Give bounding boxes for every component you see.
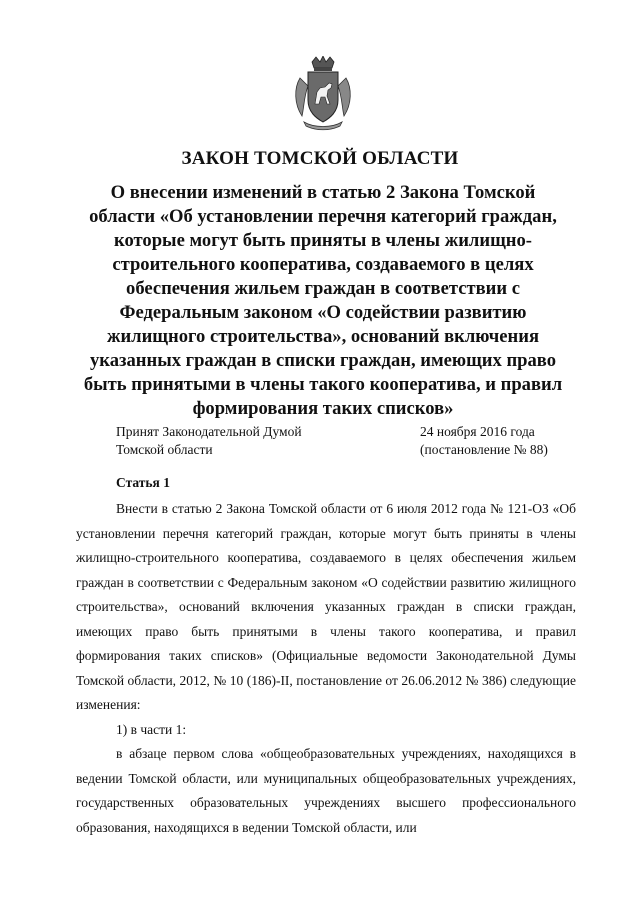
- article-body: [76, 497, 576, 840]
- paragraph: Внести в статью 2 Закона Томской области от 6 июля 2012 года № 121-ОЗ «Об установлении перечня категорий граждан, которые могут быть приняты в члены жилищно-строительного кооператива, создаваемого в целях обеспечения жильем граждан в соответствии с Федеральным законом «О содействии развитию жилищного строительства», оснований включения указанных граждан в списки граждан, имеющих право быть принятыми в члены такого кооператива, и правил формирования таких списков» (Официальные ведомости Законодательной Думы Томской области, 2012, № 10 (186)-II, постановление от 26.06.2012 № 386) следующие изменения:: [76, 501, 576, 712]
- law-title: ЗАКОН ТОМСКОЙ ОБЛАСТИ: [181, 148, 459, 169]
- adopted-by-block: [116, 423, 302, 459]
- paragraph: 1) в части 1:: [116, 721, 187, 737]
- resolution-number: (постановление № 88): [420, 442, 548, 457]
- coat-of-arms-icon: [290, 56, 356, 132]
- adoption-date: 24 ноября 2016 года: [420, 424, 535, 439]
- article-heading: Статья 1: [116, 475, 170, 490]
- adopted-by-line-1: Принят Законодательной Думой: [116, 424, 302, 439]
- adoption-date-block: [420, 423, 548, 459]
- paragraph: в абзаце первом слова «общеобразовательных учреждениях, находящихся в ведении Томской области, или муниципальных общеобразовательных учреждениях, государственных образовательных учреждениях высшего профессионального образования, находящихся в ведении Томской области, или: [76, 746, 576, 835]
- adopted-by-line-2: Томской области: [116, 442, 213, 457]
- law-subject-title: О внесении изменений в статью 2 Закона Томской области «Об установлении перечня категорий граждан, которые могут быть приняты в члены жилищно-строительного кооператива, создаваемого в целях обеспечения жильем граждан в соответствии с Федеральным законом «О содействии развитию жилищного строительства», оснований включения указанных граждан в списки граждан, имеющих право быть принятыми в члены такого кооператива, и правил формирования таких списков»: [83, 182, 563, 419]
